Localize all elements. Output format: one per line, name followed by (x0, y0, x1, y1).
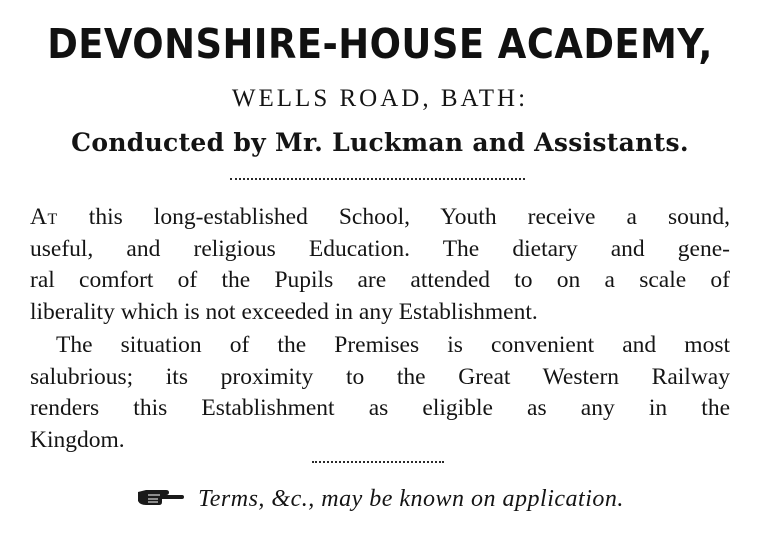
conductor-line: Conducted by Mr. Luckman and Assistants. (71, 128, 689, 157)
paragraph-two-line-4: Kingdom. (30, 426, 125, 453)
paragraph-two (30, 330, 730, 456)
academy-title: DEVONSHIRE-HOUSE ACADEMY, (47, 20, 713, 68)
paragraph-one-line-1-text: this long-established School, Youth receive a sound, (57, 204, 730, 230)
pointing-hand-icon (136, 486, 184, 508)
paragraph-two-line-2: salubrious; its proximity to the Great Western Railway (30, 363, 730, 390)
paragraph-one-line-2: useful, and religious Education. The dietary and gene- (30, 235, 730, 262)
paragraph-two-line-1: The situation of the Premises is convenient and most (56, 332, 730, 358)
lead-word: At (30, 204, 58, 230)
paragraph-one-line-1 (30, 202, 730, 234)
footer-line (0, 486, 760, 513)
ornamental-rule-bottom (312, 461, 444, 465)
paragraph-one-line-4: liberality which is not exceeded in any Establishment. (30, 298, 538, 325)
paragraph-one-line-3: ral comfort of the Pupils are attended to on a scale of (30, 267, 730, 293)
paragraph-two-line-3: renders this Establishment as eligible as any in the (30, 395, 730, 421)
address-line: WELLS ROAD, BATH: (231, 85, 529, 112)
paragraph-one (30, 202, 730, 328)
footer-text: Terms, &c., may be known on application. (198, 486, 624, 512)
ornamental-rule-top (230, 178, 525, 182)
